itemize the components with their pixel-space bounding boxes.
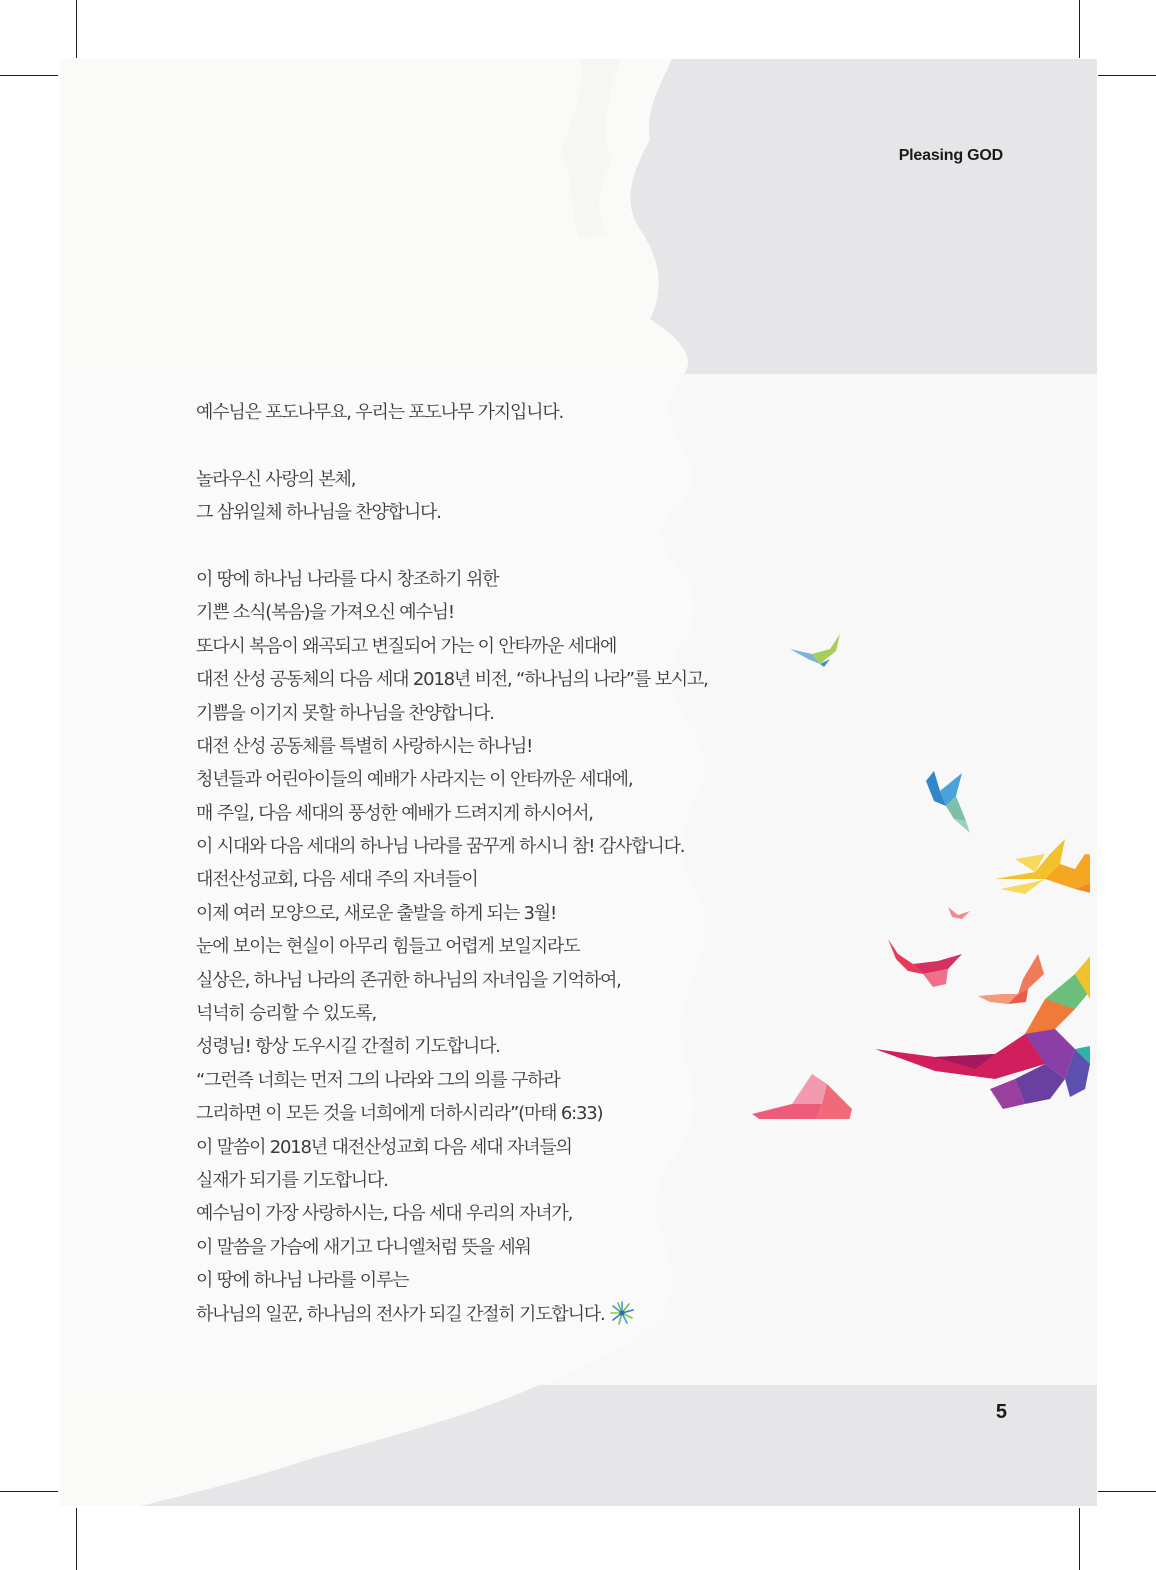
crop-mark-top-left-vertical — [76, 0, 77, 58]
text-line: 이제 여러 모양으로, 새로운 출발을 하게 되는 3월! — [196, 902, 557, 924]
text-line: 이 말씀이 2018년 대전산성교회 다음 세대 자녀들의 — [196, 1136, 572, 1158]
text-line: 이 땅에 하나님 나라를 다시 창조하기 위한 — [196, 568, 499, 590]
text-line: 그리하면 이 모든 것을 너희에게 더하시리라”(마태 6:33) — [196, 1103, 603, 1125]
text-line: 이 시대와 다음 세대의 하나님 나라를 꿈꾸게 하시니 참! 감사합니다. — [196, 836, 685, 858]
bird-icon — [926, 771, 970, 833]
blank-line — [196, 530, 796, 563]
crop-mark-bottom-left-vertical — [76, 1508, 77, 1570]
text-line: 눈에 보이는 현실이 아무리 힘들고 어렵게 보일지라도 — [196, 936, 580, 958]
running-header: Pleasing GOD — [898, 147, 1003, 164]
text-line: 이 말씀을 가슴에 새기고 다니엘처럼 뜻을 세워 — [196, 1236, 531, 1258]
text-line: 예수님이 가장 사랑하시는, 다음 세대 우리의 자녀가, — [196, 1203, 573, 1225]
text-line: 기쁨을 이기지 못할 하나님을 찬양합니다. — [196, 702, 494, 724]
text-line: 놀라우신 사랑의 본체, — [196, 468, 356, 490]
text-line: 성령님! 항상 도우시길 간절히 기도합니다. — [196, 1036, 500, 1058]
crop-mark-top-right-vertical — [1079, 0, 1080, 58]
text-line: 또다시 복음이 왜곡되고 변질되어 가는 이 안타까운 세대에 — [196, 635, 617, 657]
text-line: 실상은, 하나님 나라의 존귀한 하나님의 자녀임을 기억하여, — [196, 969, 621, 991]
text-line: 대전 산성 공동체를 특별히 사랑하시는 하나님! — [196, 735, 533, 757]
bird-icon — [790, 634, 840, 667]
text-line: 예수님은 포도나무요, 우리는 포도나무 가지입니다. — [196, 402, 564, 423]
text-line: 기쁜 소식(복음)을 가져오신 예수님! — [196, 602, 454, 624]
text-line: 넉넉히 승리할 수 있도록, — [196, 1003, 376, 1025]
crop-mark-bottom-right-horizontal — [1098, 1491, 1156, 1492]
bird-icon — [752, 1074, 907, 1119]
text-line: 그 삼위일체 하나님을 찬양합니다. — [196, 502, 441, 524]
blank-line — [196, 429, 796, 462]
flying-birds-illustration — [690, 619, 1090, 1119]
page-number: 5 — [995, 1401, 1007, 1423]
crop-mark-bottom-right-vertical — [1079, 1508, 1080, 1570]
crop-mark-top-right-horizontal — [1098, 75, 1156, 76]
bird-icon — [978, 954, 1044, 1004]
text-line: 청년들과 어린아이들의 예배가 사라지는 이 안타까운 세대에, — [196, 769, 633, 791]
page — [60, 59, 1097, 1506]
text-line: 매 주일, 다음 세대의 풍성한 예배가 드려지게 하시어서, — [196, 802, 593, 824]
crop-mark-bottom-left-horizontal — [0, 1491, 58, 1492]
flower-burst-icon — [607, 1300, 637, 1326]
text-line: 실재가 되기를 기도합니다. — [196, 1169, 388, 1191]
bird-icon — [948, 907, 970, 919]
text-line: 대전 산성 공동체의 다음 세대 2018년 비전, “하나님의 나라”를 보시고, — [196, 669, 708, 691]
text-line: 이 땅에 하나님 나라를 이루는 — [196, 1270, 409, 1292]
crop-mark-top-left-horizontal — [0, 75, 58, 76]
text-line: 하나님의 일꾼, 하나님의 전사가 되길 간절히 기도합니다. — [196, 1303, 605, 1325]
bird-icon — [888, 939, 962, 987]
text-line: 대전산성교회, 다음 세대 주의 자녀들이 — [196, 869, 478, 891]
text-line-final — [196, 1298, 796, 1331]
text-line: “그런즉 너희는 먼저 그의 나라와 그의 의를 구하라 — [196, 1069, 560, 1091]
bird-icon — [995, 839, 1090, 894]
